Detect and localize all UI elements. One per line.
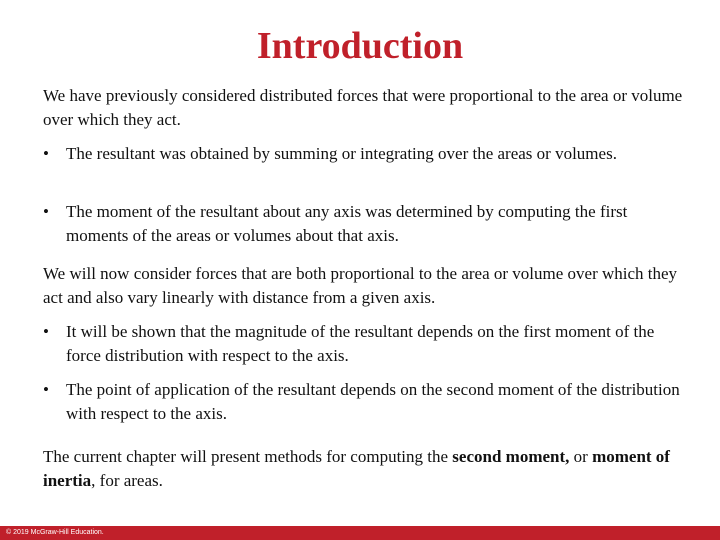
- term-moment-of-inertia: moment of inertia: [43, 447, 670, 490]
- bullet-item-2: [43, 200, 683, 248]
- bullet-item-1: [43, 142, 683, 166]
- bullet-marker: •: [43, 202, 49, 221]
- closing-text-mid: or: [569, 447, 593, 466]
- footer-bar: [0, 526, 720, 540]
- bullet-marker: •: [43, 144, 49, 163]
- bullet-item-4: [43, 378, 683, 426]
- slide-title: Introduction: [256, 25, 464, 67]
- bullet-item-3: [43, 320, 683, 368]
- second-paragraph: We will now consider forces that are both proportional to the area or volume over which they act and also vary linearly with distance from a given axis.: [43, 264, 678, 307]
- bullet-text: The resultant was obtained by summing or integrating over the areas or volumes.: [66, 144, 617, 163]
- bullet-text: The moment of the resultant about any axis was determined by computing the first moments of the areas or volumes about that axis.: [66, 202, 628, 245]
- copyright-text: © 2019 McGraw-Hill Education.: [6, 529, 104, 536]
- bullet-marker: •: [43, 322, 49, 341]
- closing-text-end: , for areas.: [91, 471, 163, 490]
- closing-text-start: The current chapter will present methods for computing the: [43, 447, 453, 466]
- bullet-marker: •: [43, 380, 49, 399]
- bullet-text: It will be shown that the magnitude of the resultant depends on the first moment of the force distribution with respect to the axis.: [66, 322, 655, 365]
- term-second-moment: second moment,: [452, 447, 570, 466]
- closing-paragraph: [43, 445, 683, 493]
- intro-paragraph: We have previously considered distributed forces that were proportional to the area or volume over which they act.: [43, 86, 683, 129]
- bullet-text: The point of application of the resultant depends on the second moment of the distribution with respect to the axis.: [66, 380, 680, 423]
